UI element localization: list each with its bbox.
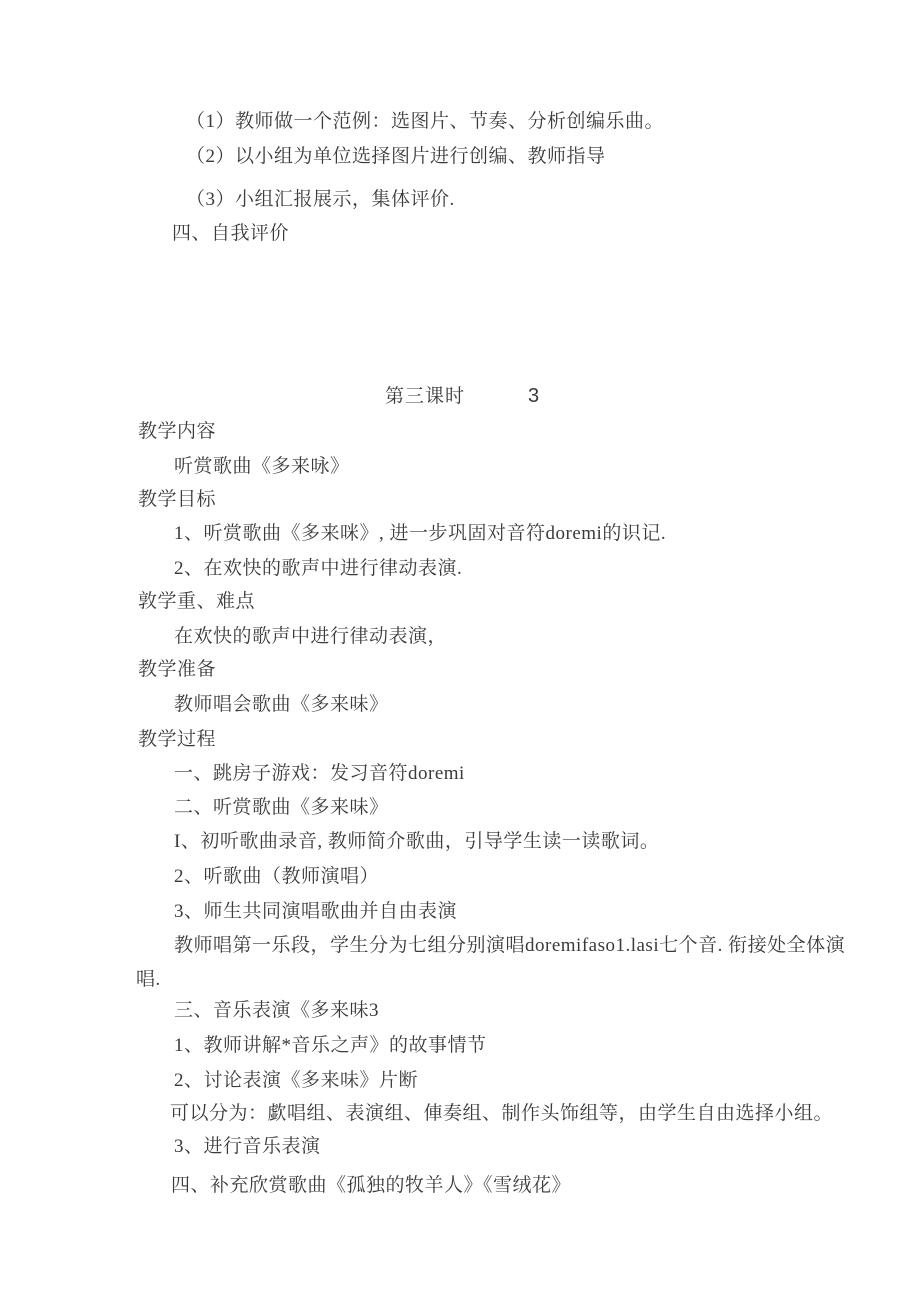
text-line: 敦学重、难点 xyxy=(138,591,256,612)
text-line: 唱. xyxy=(136,969,161,990)
text-line: 一、跳房子游戏：发习音符doremi xyxy=(174,763,465,784)
text-line: 在欢快的歌声中进行律动表演， xyxy=(174,626,448,647)
text-line: 3、师生共同演唱歌曲并自由表演 xyxy=(174,901,458,922)
text-line: 2、听歌曲（教师演唱） xyxy=(174,866,380,887)
text-line: 1、听赏歌曲《多来咪》, 进一步巩固对音符doremi的识记. xyxy=(174,523,667,544)
section-title: 第三课时 xyxy=(385,386,466,407)
text-line: 教师唱第一乐段，学生分为七组分别演唱doremifaso1.lasi七个音. 衔接处全体演 xyxy=(174,935,846,956)
text-line: 3、进行音乐表演 xyxy=(174,1136,321,1157)
section-number: 3 xyxy=(528,385,540,407)
text-line: 教学内容 xyxy=(138,421,217,442)
text-line: 1、教师讲解*音乐之声》的故事情节 xyxy=(174,1035,487,1056)
text-line: 教师唱会歌曲《多来味》 xyxy=(174,694,389,715)
text-line: 2、在欢快的歌声中进行律动表演. xyxy=(174,558,463,579)
text-line: 教学目标 xyxy=(138,489,217,510)
text-line: I、初听歌曲录音, 教师简介歌曲，引导学生读一读歌词。 xyxy=(174,831,660,852)
text-line: 二、听赏歌曲《多来味》 xyxy=(174,797,389,818)
text-line: （2）以小组为单位选择图片进行创编、教师指导 xyxy=(186,146,606,167)
text-line: 教学过程 xyxy=(138,729,217,750)
text-line: 可以分为：歔唱组、表演组、俥奏组、制作头饰组等，由学生自由选择小组。 xyxy=(170,1103,834,1124)
text-line: 四、补充欣赏歌曲《孤独的牧羊人》《雪绒花》 xyxy=(171,1175,572,1196)
text-line: 三、音乐表演《多来味3 xyxy=(174,1000,380,1021)
text-line: 听赏歌曲《多来咏》 xyxy=(174,456,350,477)
text-line: 2、讨论表演《多来味》片断 xyxy=(174,1070,419,1091)
text-line: 四、自我评价 xyxy=(172,223,290,244)
text-line: 教学准备 xyxy=(138,659,217,680)
text-line: （3）小组汇报展示，集体评价. xyxy=(186,189,455,210)
text-line: （1）教师做一个范例：选图片、节奏、分析创编乐曲。 xyxy=(186,111,665,132)
